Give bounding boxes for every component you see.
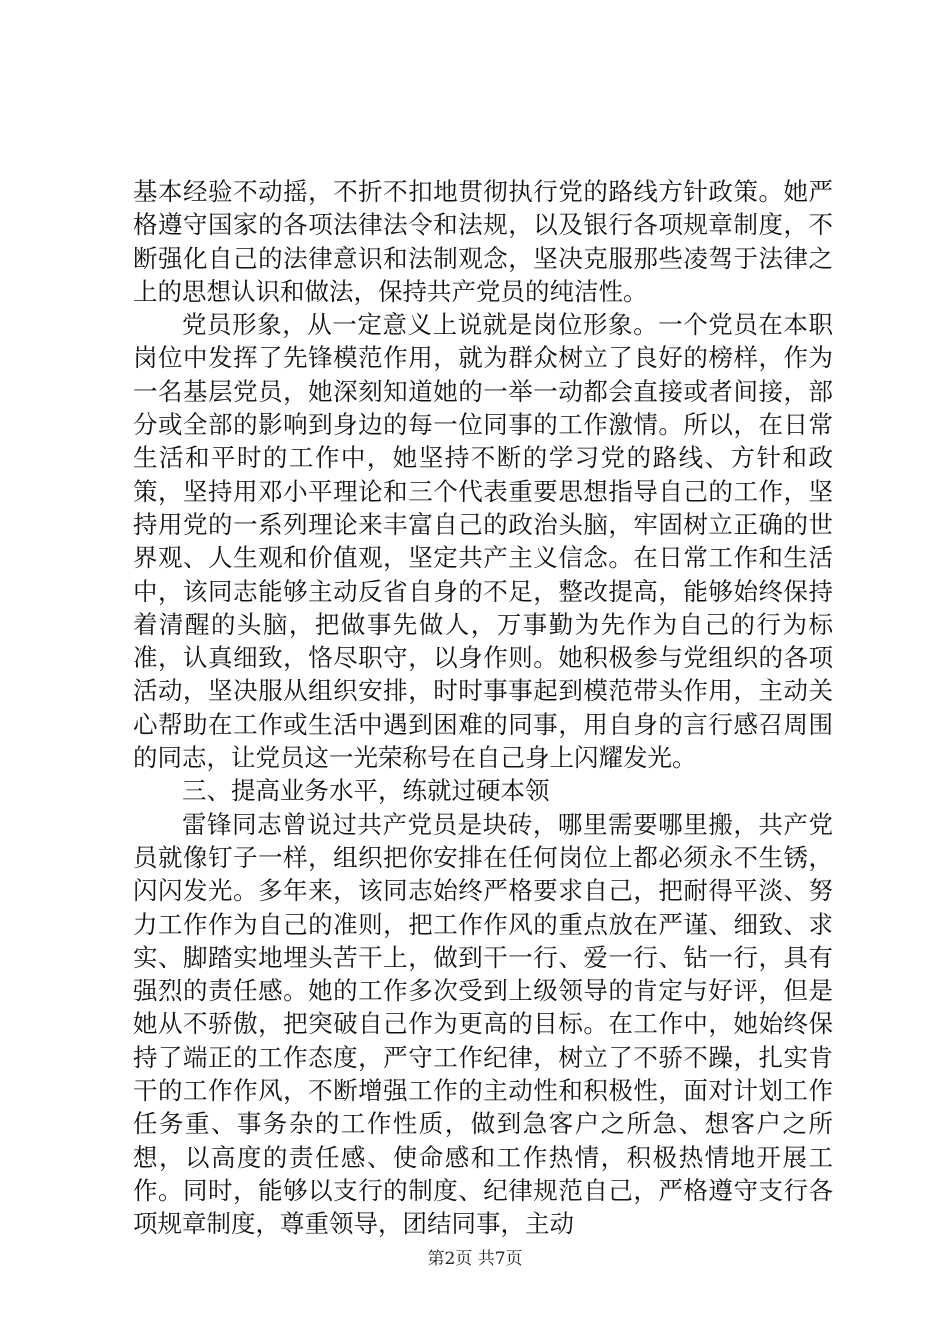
paragraph-2: 党员形象，从一定意义上说就是岗位形象。一个党员在本职岗位中发挥了先锋模范作用，就为群众树立了良好的榜样，作为一名基层党员，她深刻知道她的一举一动都会直接或者间接，部分或全部的影响到身边的每一位同事的工作激情。所以，在日常生活和平时的工作中，她坚持不断的学习党的路线、方针和政策，坚持用邓小平理论和三个代表重要思想指导自己的工作，坚持用党的一系列理论来丰富自己的政治头脑，牢固树立正确的世界观、人生观和价值观，坚定共产主义信念。在日常工作和生活中，该同志能够主动反省自身的不足，整改提高，能够始终保持着清醒的头脑，把做事先做人，万事勤为先作为自己的行为标准，认真细致，恪尽职守，以身作则。她积极参与党组织的各项活动，坚决服从组织安排，时时事事起到模范带头作用，主动关心帮助在工作或生活中遇到困难的同事，用自身的言行感召周围的同志，让党员这一光荣称号在自己身上闪耀发光。: [133, 310, 833, 773]
document-body: [133, 175, 833, 1241]
paragraph-1: 基本经验不动摇，不折不扣地贯彻执行党的路线方针政策。她严格遵守国家的各项法律法令和法规，以及银行各项规章制度，不断强化自己的法律意识和法制观念，坚决克服那些凌驾于法律之上的思想认识和做法，保持共产党员的纯洁性。: [133, 177, 833, 306]
page-number: 第2页 共7页: [427, 1249, 523, 1269]
paragraph-3: 雷锋同志曾说过共产党员是块砖，哪里需要哪里搬，共产党员就像钉子一样，组织把你安排在任何岗位上都必须永不生锈，闪闪发光。多年来，该同志始终严格要求自己，把耐得平淡、努力工作作为自己的准则，把工作作风的重点放在严谨、细致、求实、脚踏实地埋头苦干上，做到干一行、爱一行、钻一行，具有强烈的责任感。她的工作多次受到上级领导的肯定与好评，但是她从不骄傲，把突破自己作为更高的目标。在工作中，她始终保持了端正的工作态度，严守工作纪律，树立了不骄不躁，扎实肯干的工作作风，不断增强工作的主动性和积极性，面对计划工作任务重、事务杂的工作性质，做到急客户之所急、想客户之所想，以高度的责任感、使命感和工作热情，积极热情地开展工作。同时，能够以支行的制度、纪律规范自己，严格遵守支行各项规章制度，尊重领导，团结同事，主动: [133, 809, 833, 1239]
section-heading: 三、提高业务水平，练就过硬本领: [182, 776, 550, 806]
